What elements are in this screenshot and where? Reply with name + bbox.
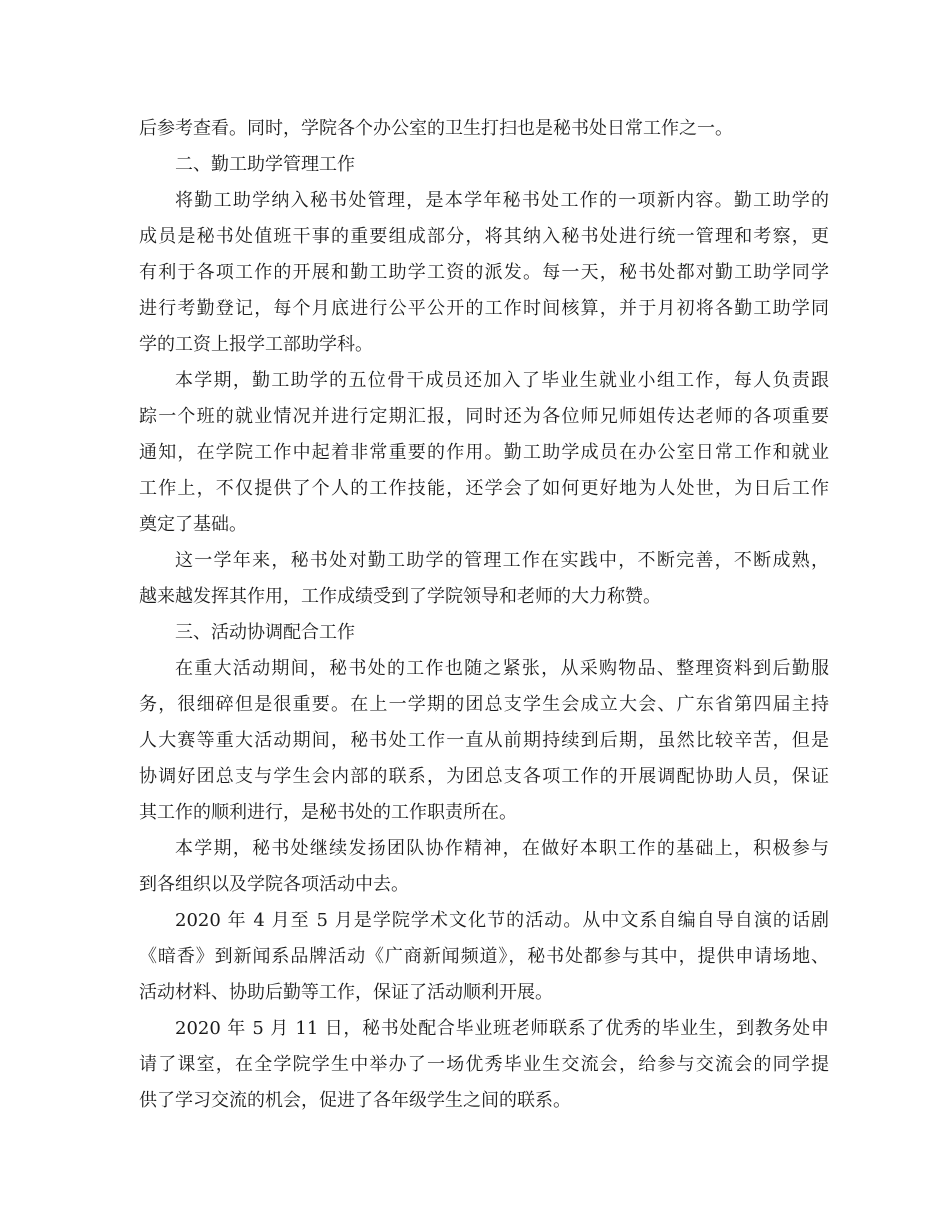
text-line: 通知，在学院工作中起着非常重要的作用。勤工助学成员在办公室日常工作和就业 <box>139 442 829 463</box>
text-line: 2020 年 5 月 11 日，秘书处配合毕业班老师联系了优秀的毕业生，到教务处申 <box>175 1018 829 1039</box>
text-line: 进行考勤登记，每个月底进行公平公开的工作时间核算，并于月初将各勤工助学同 <box>139 298 829 319</box>
text-line: 将勤工助学纳入秘书处管理，是本学年秘书处工作的一项新内容。勤工助学的 <box>175 190 829 211</box>
text-line: 踪一个班的就业情况并进行定期汇报，同时还为各位师兄师姐传达老师的各项重要 <box>139 406 829 427</box>
text-line: 后参考查看。同时，学院各个办公室的卫生打扫也是秘书处日常工作之一。 <box>139 118 733 139</box>
text-line: 这一学年来，秘书处对勤工助学的管理工作在实践中，不断完善，不断成熟， <box>175 550 829 571</box>
text-line: 工作上，不仅提供了个人的工作技能，还学会了如何更好地为人处世，为日后工作 <box>139 478 829 499</box>
section-heading: 三、活动协调配合工作 <box>175 622 355 643</box>
text-line: 供了学习交流的机会，促进了各年级学生之间的联系。 <box>139 1090 571 1111</box>
text-line: 活动材料、协助后勤等工作，保证了活动顺利开展。 <box>139 982 553 1003</box>
text-line: 请了课室，在全学院学生中举办了一场优秀毕业生交流会，给参与交流会的同学提 <box>139 1054 829 1075</box>
text-line: 协调好团总支与学生会内部的联系，为团总支各项工作的开展调配协助人员，保证 <box>139 766 829 787</box>
text-line: 越来越发挥其作用，工作成绩受到了学院领导和老师的大力称赞。 <box>139 586 661 607</box>
text-line: 《暗香》到新闻系品牌活动《广商新闻频道》，秘书处都参与其中，提供申请场地、 <box>139 946 829 967</box>
text-line: 2020 年 4 月至 5 月是学院学术文化节的活动。从中文系自编自导自演的话剧 <box>175 910 829 931</box>
text-line: 本学期，秘书处继续发扬团队协作精神，在做好本职工作的基础上，积极参与 <box>175 838 829 859</box>
text-line: 到各组织以及学院各项活动中去。 <box>139 874 409 895</box>
text-line: 学的工资上报学工部助学科。 <box>139 334 373 355</box>
text-line: 其工作的顺利进行，是秘书处的工作职责所在。 <box>139 802 517 823</box>
text-line: 务，很细碎但是很重要。在上一学期的团总支学生会成立大会、广东省第四届主持 <box>139 694 829 715</box>
section-heading: 二、勤工助学管理工作 <box>175 154 355 175</box>
text-line: 在重大活动期间，秘书处的工作也随之紧张，从采购物品、整理资料到后勤服 <box>175 658 829 679</box>
text-line: 人大赛等重大活动期间，秘书处工作一直从前期持续到后期，虽然比较辛苦，但是 <box>139 730 829 751</box>
text-line: 本学期，勤工助学的五位骨干成员还加入了毕业生就业小组工作，每人负责跟 <box>175 370 829 391</box>
text-line: 奠定了基础。 <box>139 514 247 535</box>
text-line: 成员是秘书处值班干事的重要组成部分，将其纳入秘书处进行统一管理和考察，更 <box>139 226 829 247</box>
text-line: 有利于各项工作的开展和勤工助学工资的派发。每一天，秘书处都对勤工助学同学 <box>139 262 829 283</box>
